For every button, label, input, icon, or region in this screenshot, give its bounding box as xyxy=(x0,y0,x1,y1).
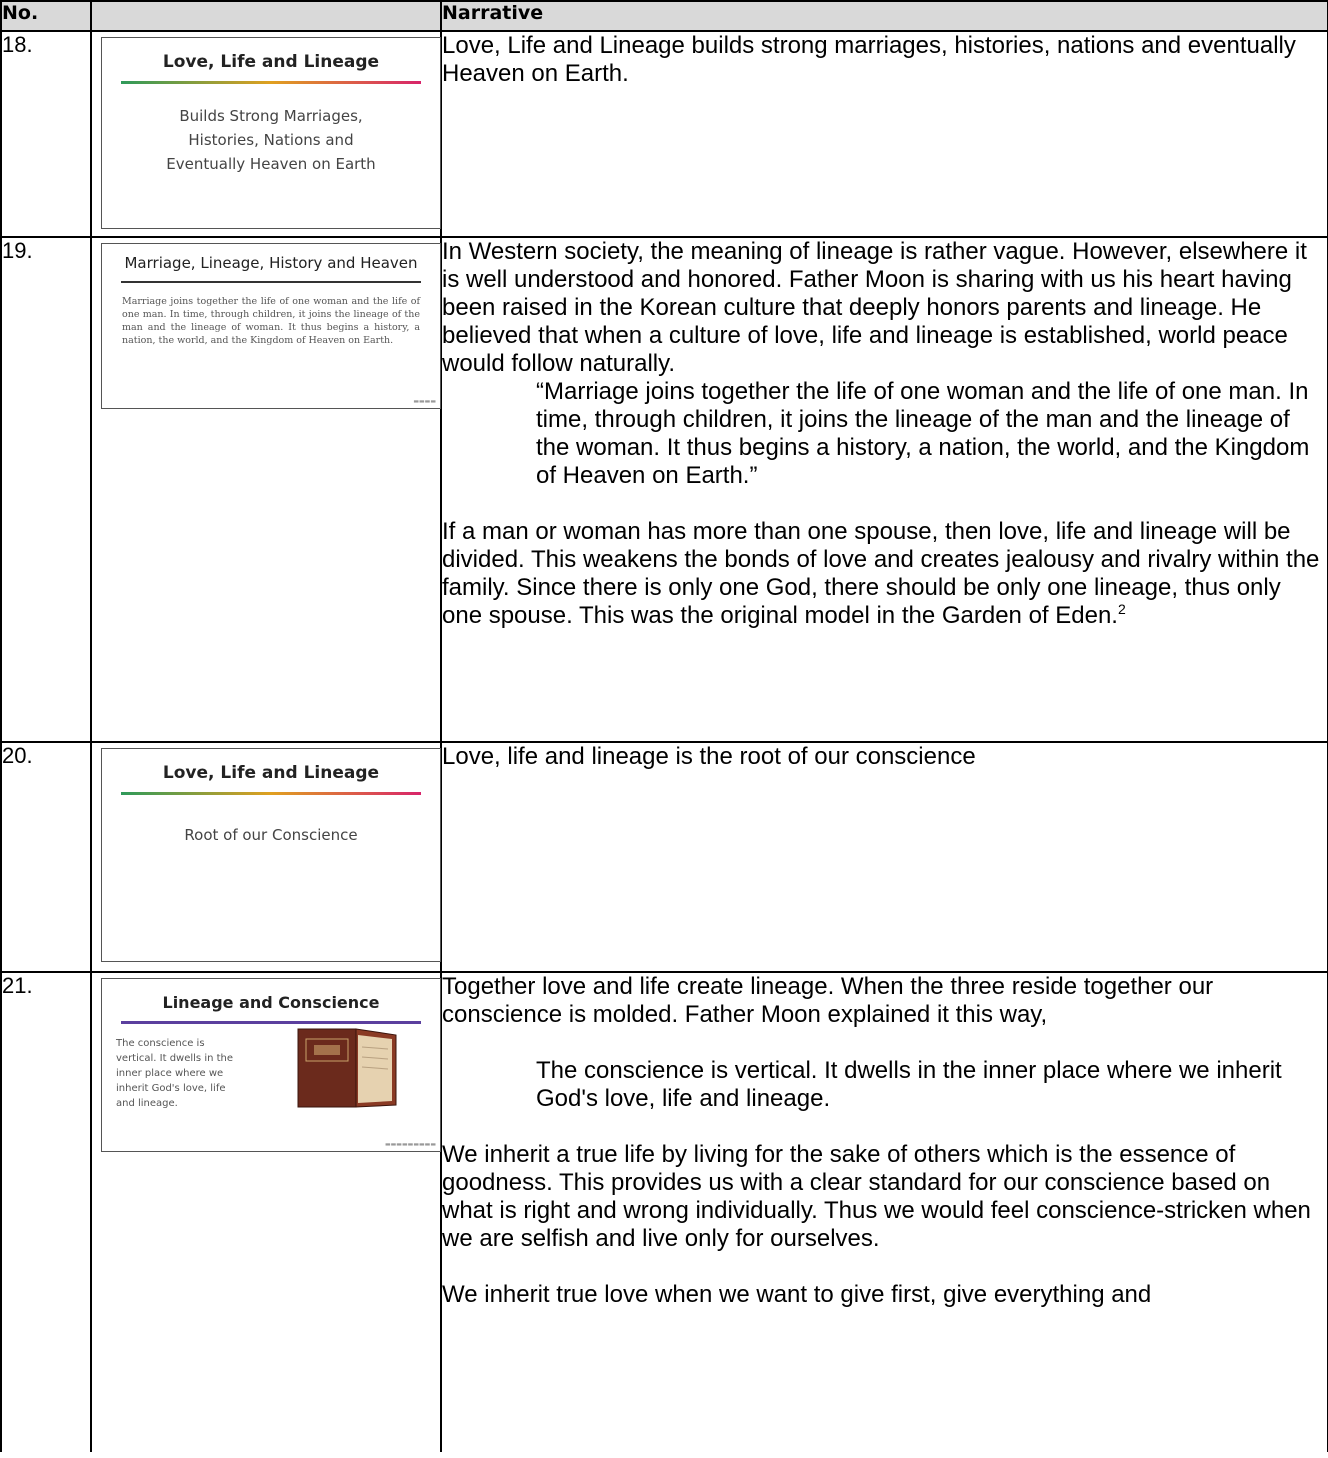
slide-body-line: inner place where we xyxy=(116,1068,224,1079)
slide-title: Love, Life and Lineage xyxy=(162,763,380,783)
slide-thumbnail xyxy=(101,748,441,962)
slide-title: Lineage and Conscience xyxy=(162,993,380,1012)
slide-cell xyxy=(91,972,441,1452)
slide-cell xyxy=(91,237,441,742)
table-row xyxy=(1,972,1328,1452)
narrative-paragraph: In Western society, the meaning of lineage is rather vague. However, elsewhere it is well understood and honored. Father Moon is sharing with us his heart having been raised in the Korean culture that deeply honors parents and lineage. He believed that when a culture of love, life and lineage is established, world peace would follow naturally. xyxy=(442,238,1307,377)
slide-body: Marriage joins together the life of one woman and the life of one man. In time, through children, it joins the lineage of the man and the lineage of woman. It thus begins a history, a nation, the world, and the Kingdom of Heaven on Earth. xyxy=(122,296,420,346)
narrative-spacer xyxy=(442,1029,1327,1057)
narrative-spacer xyxy=(442,490,1327,518)
slide-divider xyxy=(121,792,421,795)
slide-citation: ▬▬▬▬▬▬▬▬▬ xyxy=(384,1141,436,1148)
header-narrative: Narrative xyxy=(441,1,1328,31)
slide-divider xyxy=(121,1021,421,1024)
slide-body: Root of our Conscience xyxy=(184,826,358,844)
narrative-paragraph: We inherit a true life by living for the sake of others which is the essence of goodness. This provides us with a clear standard for our conscience based on what is right and wrong individually. Thus we would feel conscience-stricken when we are selfish and live only for ourselves. xyxy=(442,1141,1311,1252)
narrative-spacer xyxy=(442,1253,1327,1281)
row-number: 21. xyxy=(1,972,91,1452)
slide-divider xyxy=(121,81,421,84)
narrative-quote: The conscience is vertical. It dwells in the inner place where we inherit God's love, life and lineage. xyxy=(536,1057,1282,1112)
narrative-paragraph xyxy=(442,518,1327,630)
slide-body xyxy=(116,1036,256,1111)
slide-body-line: and lineage. xyxy=(116,1098,178,1109)
table-header-row xyxy=(1,1,1328,31)
slide-body-line: Builds Strong Marriages, xyxy=(179,107,363,125)
slide-citation: ▬▬▬▬ xyxy=(413,398,436,405)
row-number: 19. xyxy=(1,237,91,742)
slide-thumbnail xyxy=(101,37,441,229)
slide-thumbnail xyxy=(101,978,441,1152)
narrative-cell xyxy=(441,972,1328,1452)
slide-title: Marriage, Lineage, History and Heaven xyxy=(124,254,418,272)
slide-body-line: The conscience is xyxy=(116,1038,205,1049)
narrative-text: If a man or woman has more than one spouse, then love, life and lineage will be divided. This weakens the bonds of love and creates jealousy and rivalry within the family. Since there is only one God, there should be only one lineage, thus only one spouse. This was the original model in the Garden of Eden. xyxy=(442,518,1320,629)
table-row xyxy=(1,742,1328,972)
slide-cell xyxy=(91,31,441,237)
narrative-paragraph: Together love and life create lineage. When the three reside together our conscience is molded. Father Moon explained it this way, xyxy=(442,973,1214,1028)
slide-thumbnail xyxy=(101,243,441,409)
slide-body xyxy=(102,104,440,176)
row-number: 18. xyxy=(1,31,91,237)
header-slide xyxy=(91,1,441,31)
slide-cell xyxy=(91,742,441,972)
narrative-cell xyxy=(441,742,1328,972)
narrative-cell xyxy=(441,237,1328,742)
footnote-marker[interactable]: 2 xyxy=(1117,601,1126,617)
book-image xyxy=(292,1025,410,1109)
slide-body-line: Histories, Nations and xyxy=(188,131,354,149)
narrative-paragraph: We inherit true love when we want to give first, give everything and xyxy=(442,1281,1152,1308)
narrative-paragraph: Love, life and lineage is the root of our conscience xyxy=(442,743,976,770)
narrative-cell xyxy=(441,31,1328,237)
slide-body-line: inherit God's love, life xyxy=(116,1083,226,1094)
slide-body-line: Eventually Heaven on Earth xyxy=(166,155,376,173)
table-row xyxy=(1,237,1328,742)
slide-divider xyxy=(121,281,421,283)
row-number: 20. xyxy=(1,742,91,972)
slide-body-line: vertical. It dwells in the xyxy=(116,1053,234,1064)
narrative-spacer xyxy=(442,1113,1327,1141)
header-number: No. xyxy=(1,1,91,31)
narrative-paragraph: Love, Life and Lineage builds strong marriages, histories, nations and eventually Heaven on Earth. xyxy=(442,32,1296,87)
table-row xyxy=(1,31,1328,237)
slide-title: Love, Life and Lineage xyxy=(162,52,380,72)
narrative-quote: “Marriage joins together the life of one woman and the life of one man. In time, through children, it joins the lineage of the man and the lineage of the woman. It thus begins a history, a nation, the world, and the Kingdom of Heaven on Earth.” xyxy=(536,378,1310,489)
